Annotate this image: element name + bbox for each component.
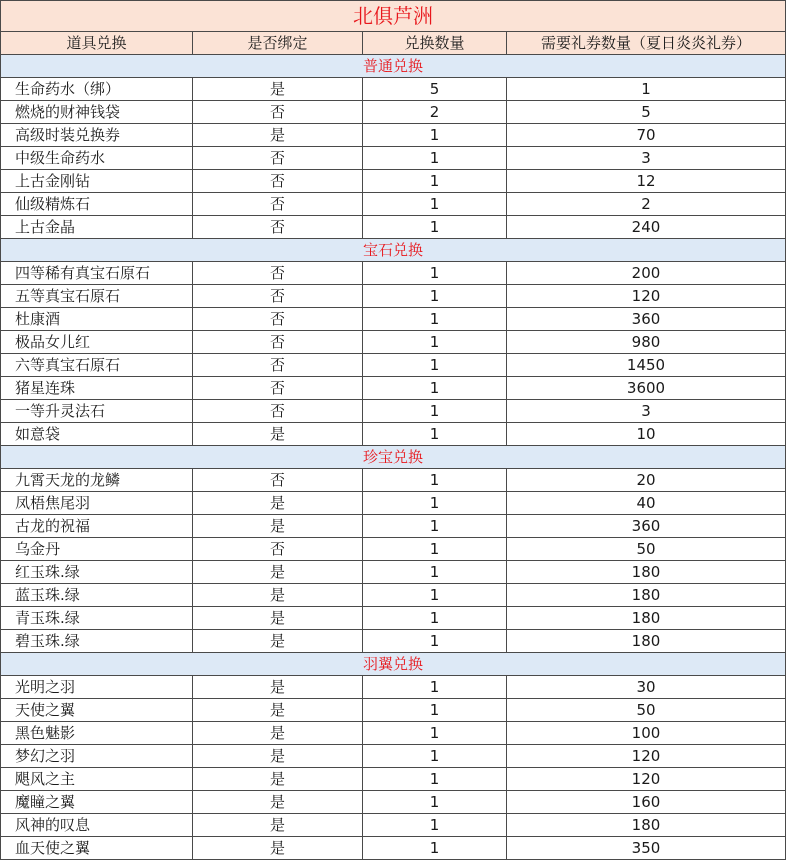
item-name-cell: 高级时装兑换券 (1, 124, 193, 147)
section-title: 珍宝兑换 (1, 446, 786, 469)
quantity-cell: 1 (363, 331, 507, 354)
cost-cell: 350 (507, 837, 786, 860)
table-row (1, 768, 786, 791)
cost-cell: 200 (507, 262, 786, 285)
bound-cell: 是 (193, 492, 363, 515)
quantity-cell: 1 (363, 722, 507, 745)
table-row (1, 101, 786, 124)
quantity-cell: 1 (363, 262, 507, 285)
item-name-cell: 杜康酒 (1, 308, 193, 331)
quantity-cell: 1 (363, 469, 507, 492)
bound-cell: 否 (193, 377, 363, 400)
item-name-cell: 上古金晶 (1, 216, 193, 239)
cost-cell: 30 (507, 676, 786, 699)
table-row (1, 699, 786, 722)
cost-cell: 2 (507, 193, 786, 216)
cost-cell: 120 (507, 745, 786, 768)
bound-cell: 是 (193, 814, 363, 837)
cost-cell: 240 (507, 216, 786, 239)
item-name-cell: 飓风之主 (1, 768, 193, 791)
bound-cell: 是 (193, 124, 363, 147)
bound-cell: 是 (193, 768, 363, 791)
cost-cell: 40 (507, 492, 786, 515)
bound-cell: 否 (193, 216, 363, 239)
bound-cell: 否 (193, 308, 363, 331)
item-name-cell: 九霄天龙的龙鳞 (1, 469, 193, 492)
column-header-quantity: 兑换数量 (363, 32, 507, 55)
item-name-cell: 如意袋 (1, 423, 193, 446)
quantity-cell: 1 (363, 768, 507, 791)
item-name-cell: 血天使之翼 (1, 837, 193, 860)
quantity-cell: 1 (363, 124, 507, 147)
bound-cell: 否 (193, 193, 363, 216)
bound-cell: 是 (193, 745, 363, 768)
cost-cell: 180 (507, 607, 786, 630)
quantity-cell: 2 (363, 101, 507, 124)
item-name-cell: 红玉珠.绿 (1, 561, 193, 584)
bound-cell: 是 (193, 630, 363, 653)
header-row (1, 32, 786, 55)
cost-cell: 360 (507, 515, 786, 538)
cost-cell: 180 (507, 814, 786, 837)
column-header-item: 道具兑换 (1, 32, 193, 55)
table-row (1, 78, 786, 101)
bound-cell: 否 (193, 285, 363, 308)
exchange-table-body (1, 1, 786, 860)
table-row (1, 722, 786, 745)
quantity-cell: 1 (363, 216, 507, 239)
item-name-cell: 黑色魅影 (1, 722, 193, 745)
table-row (1, 837, 786, 860)
table-row (1, 814, 786, 837)
cost-cell: 20 (507, 469, 786, 492)
table-row (1, 147, 786, 170)
cost-cell: 360 (507, 308, 786, 331)
table-row (1, 515, 786, 538)
quantity-cell: 1 (363, 492, 507, 515)
quantity-cell: 1 (363, 285, 507, 308)
table-row (1, 308, 786, 331)
item-name-cell: 蓝玉珠.绿 (1, 584, 193, 607)
section-title: 普通兑换 (1, 55, 786, 78)
cost-cell: 120 (507, 285, 786, 308)
item-name-cell: 天使之翼 (1, 699, 193, 722)
table-row (1, 584, 786, 607)
table-row (1, 791, 786, 814)
quantity-cell: 1 (363, 308, 507, 331)
bound-cell: 否 (193, 354, 363, 377)
bound-cell: 否 (193, 170, 363, 193)
item-name-cell: 极品女儿红 (1, 331, 193, 354)
table-row (1, 745, 786, 768)
table-row (1, 193, 786, 216)
bound-cell: 是 (193, 584, 363, 607)
quantity-cell: 1 (363, 837, 507, 860)
table-row (1, 630, 786, 653)
quantity-cell: 1 (363, 676, 507, 699)
item-name-cell: 中级生命药水 (1, 147, 193, 170)
table-row (1, 216, 786, 239)
item-name-cell: 上古金刚钻 (1, 170, 193, 193)
item-name-cell: 四等稀有真宝石原石 (1, 262, 193, 285)
item-name-cell: 青玉珠.绿 (1, 607, 193, 630)
section-row (1, 55, 786, 78)
cost-cell: 100 (507, 722, 786, 745)
bound-cell: 是 (193, 561, 363, 584)
bound-cell: 是 (193, 515, 363, 538)
section-row (1, 446, 786, 469)
quantity-cell: 1 (363, 607, 507, 630)
cost-cell: 120 (507, 768, 786, 791)
bound-cell: 是 (193, 423, 363, 446)
item-name-cell: 古龙的祝福 (1, 515, 193, 538)
cost-cell: 3 (507, 400, 786, 423)
table-row (1, 492, 786, 515)
quantity-cell: 1 (363, 515, 507, 538)
cost-cell: 10 (507, 423, 786, 446)
section-title: 羽翼兑换 (1, 653, 786, 676)
cost-cell: 180 (507, 630, 786, 653)
item-name-cell: 燃烧的财神钱袋 (1, 101, 193, 124)
cost-cell: 180 (507, 584, 786, 607)
bound-cell: 是 (193, 722, 363, 745)
cost-cell: 980 (507, 331, 786, 354)
quantity-cell: 1 (363, 630, 507, 653)
item-name-cell: 风神的叹息 (1, 814, 193, 837)
quantity-cell: 1 (363, 538, 507, 561)
item-name-cell: 仙级精炼石 (1, 193, 193, 216)
item-name-cell: 猪星连珠 (1, 377, 193, 400)
quantity-cell: 1 (363, 423, 507, 446)
cost-cell: 5 (507, 101, 786, 124)
table-row (1, 469, 786, 492)
bound-cell: 否 (193, 469, 363, 492)
item-name-cell: 六等真宝石原石 (1, 354, 193, 377)
cost-cell: 3 (507, 147, 786, 170)
cost-cell: 3600 (507, 377, 786, 400)
quantity-cell: 1 (363, 814, 507, 837)
cost-cell: 70 (507, 124, 786, 147)
cost-cell: 50 (507, 699, 786, 722)
quantity-cell: 1 (363, 400, 507, 423)
cost-cell: 50 (507, 538, 786, 561)
bound-cell: 是 (193, 607, 363, 630)
section-title: 宝石兑换 (1, 239, 786, 262)
section-row (1, 239, 786, 262)
table-row (1, 170, 786, 193)
table-title: 北俱芦洲 (1, 1, 786, 32)
item-name-cell: 生命药水（绑） (1, 78, 193, 101)
item-name-cell: 碧玉珠.绿 (1, 630, 193, 653)
bound-cell: 是 (193, 78, 363, 101)
table-row (1, 561, 786, 584)
cost-cell: 12 (507, 170, 786, 193)
table-row (1, 331, 786, 354)
table-row (1, 423, 786, 446)
bound-cell: 否 (193, 262, 363, 285)
quantity-cell: 1 (363, 791, 507, 814)
quantity-cell: 1 (363, 699, 507, 722)
quantity-cell: 1 (363, 561, 507, 584)
table-row (1, 262, 786, 285)
bound-cell: 是 (193, 676, 363, 699)
bound-cell: 否 (193, 331, 363, 354)
item-name-cell: 五等真宝石原石 (1, 285, 193, 308)
table-row (1, 538, 786, 561)
bound-cell: 否 (193, 400, 363, 423)
quantity-cell: 1 (363, 354, 507, 377)
table-row (1, 607, 786, 630)
table-row (1, 676, 786, 699)
bound-cell: 否 (193, 147, 363, 170)
table-row (1, 377, 786, 400)
quantity-cell: 1 (363, 745, 507, 768)
quantity-cell: 1 (363, 584, 507, 607)
column-header-bound: 是否绑定 (193, 32, 363, 55)
item-name-cell: 梦幻之羽 (1, 745, 193, 768)
cost-cell: 1 (507, 78, 786, 101)
cost-cell: 180 (507, 561, 786, 584)
quantity-cell: 1 (363, 170, 507, 193)
bound-cell: 是 (193, 699, 363, 722)
item-name-cell: 乌金丹 (1, 538, 193, 561)
title-row (1, 1, 786, 32)
cost-cell: 160 (507, 791, 786, 814)
item-name-cell: 魔瞳之翼 (1, 791, 193, 814)
quantity-cell: 5 (363, 78, 507, 101)
column-header-cost: 需要礼券数量（夏日炎炎礼券） (507, 32, 786, 55)
section-row (1, 653, 786, 676)
bound-cell: 是 (193, 837, 363, 860)
quantity-cell: 1 (363, 147, 507, 170)
cost-cell: 1450 (507, 354, 786, 377)
table-row (1, 400, 786, 423)
quantity-cell: 1 (363, 377, 507, 400)
bound-cell: 否 (193, 101, 363, 124)
item-name-cell: 一等升灵法石 (1, 400, 193, 423)
table-row (1, 285, 786, 308)
bound-cell: 否 (193, 538, 363, 561)
table-row (1, 124, 786, 147)
quantity-cell: 1 (363, 193, 507, 216)
bound-cell: 是 (193, 791, 363, 814)
item-name-cell: 凤梧焦尾羽 (1, 492, 193, 515)
item-name-cell: 光明之羽 (1, 676, 193, 699)
table-row (1, 354, 786, 377)
